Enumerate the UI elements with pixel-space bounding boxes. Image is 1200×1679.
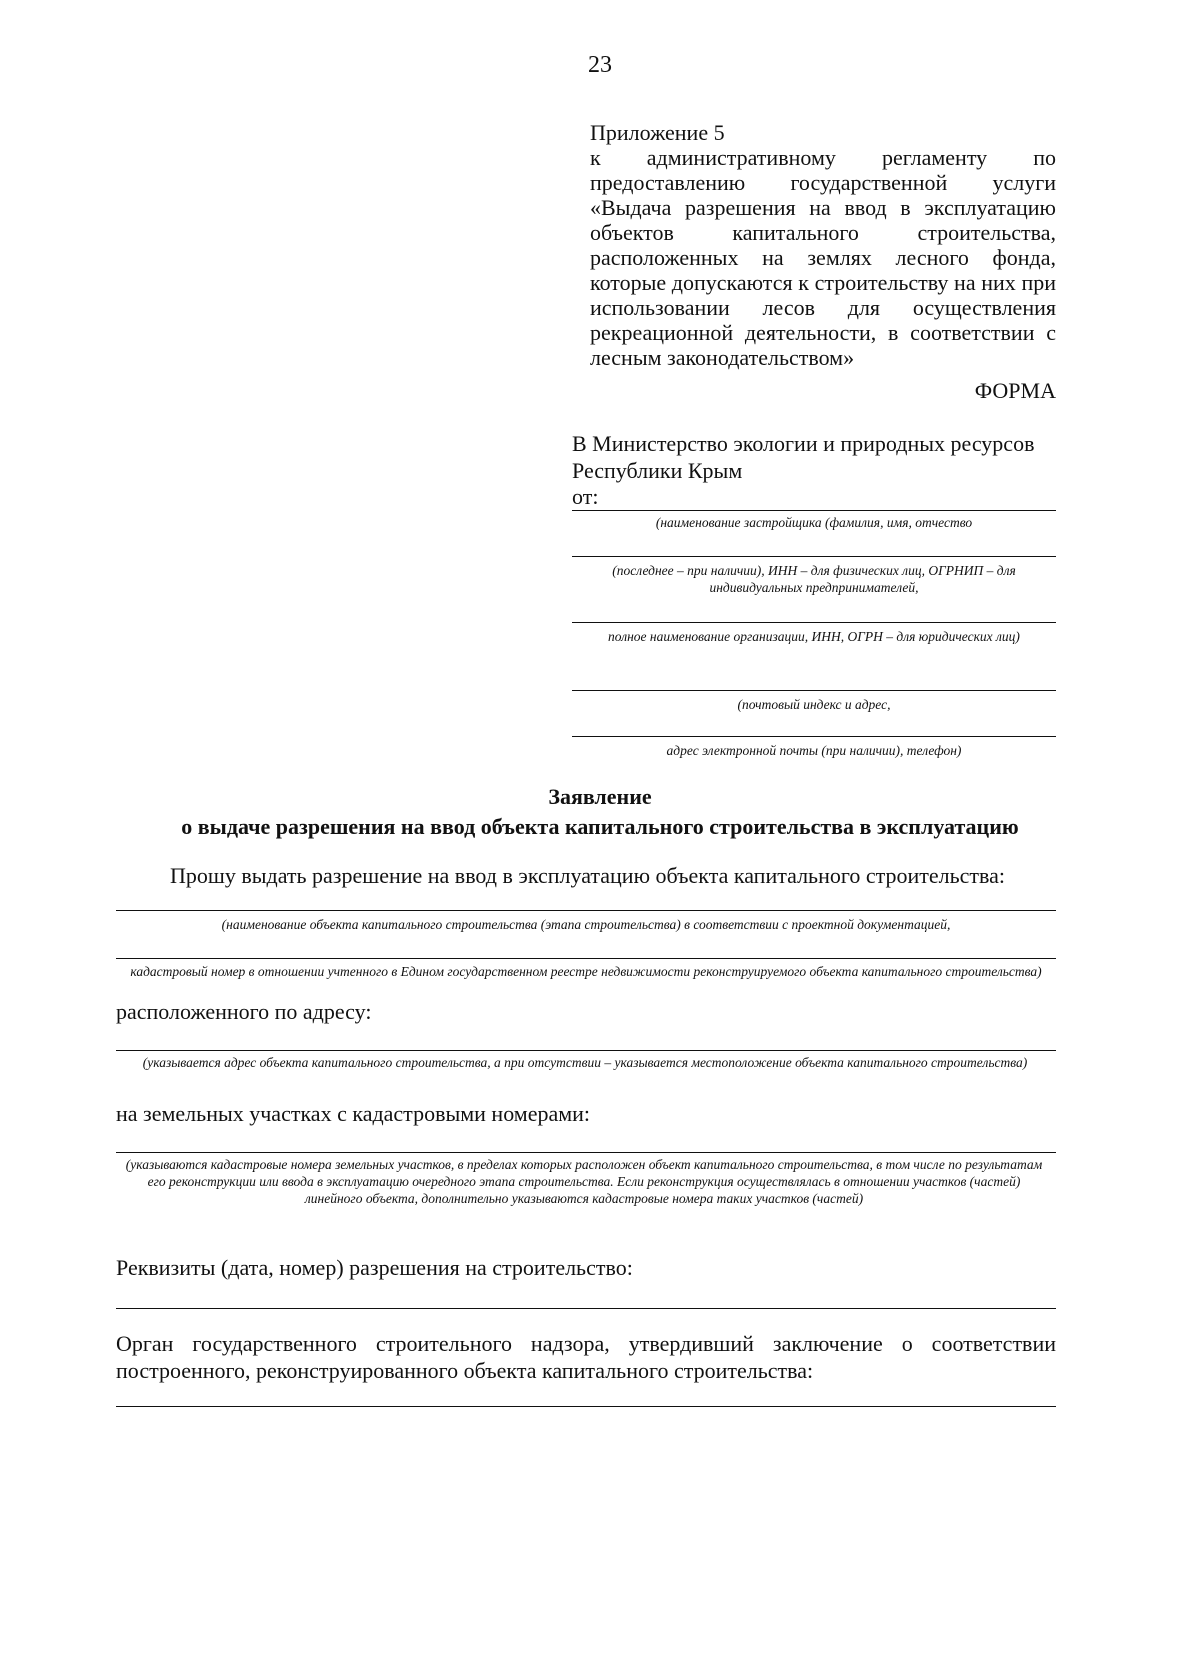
- recipient-line-2: Республики Крым: [572, 458, 743, 483]
- land-plots-label: на земельных участках с кадастровыми номерами:: [116, 1101, 591, 1126]
- object-caption-1: (наименование объекта капитального строительства (этапа строительства) в соответствии с проектной документацией,: [221, 917, 951, 932]
- applicant-caption-3: полное наименование организации, ИНН, ОГРН – для юридических лиц): [608, 629, 1020, 644]
- applicant-field-line-3[interactable]: [572, 622, 1056, 623]
- address-label: расположенного по адресу:: [116, 999, 372, 1024]
- land-plots-field-line[interactable]: [116, 1152, 1056, 1153]
- permit-details-field-line[interactable]: [116, 1308, 1056, 1309]
- applicant-field-line-4[interactable]: [572, 690, 1056, 691]
- address-caption: (указывается адрес объекта капитального строительства, а при отсутствии – указывается местоположение объекта капитального строительства): [142, 1055, 1028, 1070]
- applicant-caption-2: (последнее – при наличии), ИНН – для физических лиц, ОГРНИП – для индивидуальных предпринимателей,: [612, 563, 1016, 595]
- applicant-caption-1: (наименование застройщика (фамилия, имя, отчество: [655, 515, 973, 530]
- applicant-caption-5: адрес электронной почты (при наличии), телефон): [666, 743, 962, 758]
- supervision-authority-text: Орган государственного строительного надзора, утвердивший заключение о соответствии построенного, реконструированного объекта капитального строительства:: [116, 1331, 1056, 1383]
- applicant-caption-4: (почтовый индекс и адрес,: [737, 697, 891, 712]
- appendix-title: Приложение 5: [590, 120, 725, 145]
- appendix-block: [590, 120, 1056, 370]
- document-title: Заявление: [548, 784, 652, 809]
- cadastral-number-field-line[interactable]: [116, 958, 1056, 959]
- request-text: Прошу выдать разрешение на ввод в эксплуатацию объекта капитального строительства:: [170, 863, 1005, 888]
- object-name-field-line[interactable]: [116, 910, 1056, 911]
- recipient-line-1: В Министерство экологии и природных ресурсов: [572, 431, 1035, 456]
- address-field-line[interactable]: [116, 1050, 1056, 1051]
- from-row: [572, 484, 1056, 510]
- recipient-block: [572, 430, 1056, 484]
- applicant-field-line-1[interactable]: [572, 510, 1056, 511]
- permit-details-label: Реквизиты (дата, номер) разрешения на строительство:: [116, 1255, 633, 1280]
- page-number: 23: [588, 52, 612, 78]
- from-label: от:: [572, 484, 602, 510]
- appendix-body: к административному регламенту по предоставлению государственной услуги «Выдача разрешения на ввод в эксплуатацию объектов капитального строительства, расположенных на землях лесного фонда, которые допускаются к строительству на них при использовании лесов для осуществления рекреационной деятельности, в соответствии с лесным законодательством»: [590, 145, 1056, 370]
- supervision-authority-field-line[interactable]: [116, 1406, 1056, 1407]
- land-plots-caption: (указываются кадастровые номера земельных участков, в пределах которых расположен объект капитального строительства, в том числе по результатам его реконструкции или ввода в эксплуатацию очередного этапа строительства. Если реконструкция осуществлялась в отношении участков (частей) линейного объекта, дополнительно указываются кадастровые номера таких участков (частей): [125, 1157, 1043, 1206]
- form-label: ФОРМА: [974, 378, 1056, 403]
- object-caption-2: кадастровый номер в отношении учтенного в Едином государственном реестре недвижимости реконструируемого объекта капитального строительства): [130, 964, 1042, 979]
- applicant-field-line-5[interactable]: [572, 736, 1056, 737]
- applicant-field-line-2[interactable]: [572, 556, 1056, 557]
- document-subtitle: о выдаче разрешения на ввод объекта капитального строительства в эксплуатацию: [181, 814, 1019, 839]
